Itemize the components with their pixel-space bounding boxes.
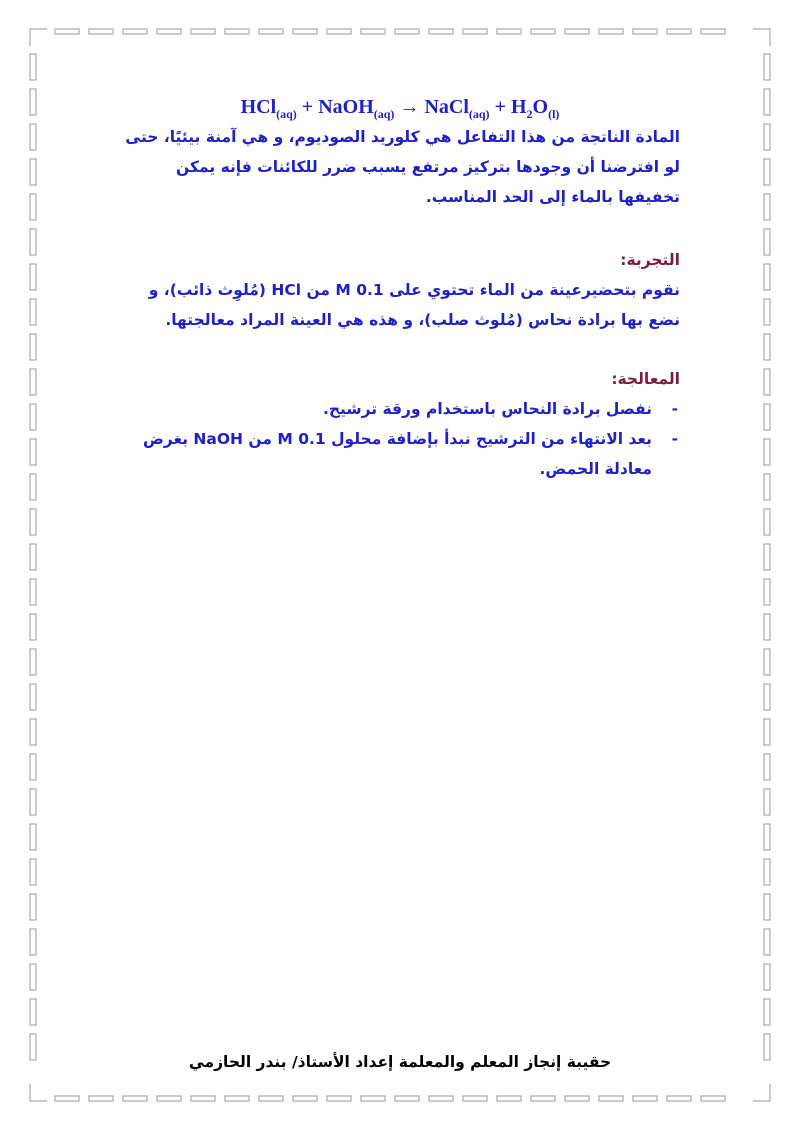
border-dash — [764, 509, 770, 535]
border-dash — [531, 1096, 555, 1101]
intro-section — [120, 122, 680, 212]
border-dash — [30, 439, 36, 465]
border-dash — [463, 29, 487, 34]
border-dash — [361, 1096, 385, 1101]
border-dash — [30, 334, 36, 360]
border-dash — [225, 1096, 249, 1101]
border-dash — [30, 229, 36, 255]
border-dash — [30, 369, 36, 395]
nacl-state: (aq) — [468, 107, 490, 121]
border-dash — [764, 124, 770, 150]
treatment-step — [120, 424, 680, 484]
border-dash — [429, 29, 453, 34]
border-dash — [764, 719, 770, 745]
border-dash — [89, 29, 113, 34]
border-dash — [55, 1096, 79, 1101]
border-dash — [764, 824, 770, 850]
border-dash — [30, 544, 36, 570]
border-dash — [764, 754, 770, 780]
border-dash — [764, 964, 770, 990]
border-dash — [191, 29, 215, 34]
border-dash — [89, 1096, 113, 1101]
intro-paragraph: المادة الناتجة من هذا التفاعل هي كلوريد الصوديوم، و هي آمنة بيئيًا، حتى لو افترضنا أن وجودها بتركيز مرتفع يسبب ضرر للكائنات فإنه يمكن تخفيفها بالماء إلى الحد المناسب. — [125, 128, 680, 206]
border-dash — [764, 684, 770, 710]
border-dash — [764, 229, 770, 255]
border-dash — [565, 1096, 589, 1101]
border-dash — [327, 1096, 351, 1101]
border-dash — [30, 159, 36, 185]
border-dash — [259, 1096, 283, 1101]
chemical-equation — [0, 96, 800, 122]
border-dash — [531, 29, 555, 34]
naoh-state: (aq) — [373, 107, 395, 121]
border-dash — [30, 649, 36, 675]
border-dash — [30, 194, 36, 220]
border-dash — [764, 369, 770, 395]
page-footer: حقيبة إنجاز المعلم والمعلمة إعداد الأستاذ/ بندر الحازمي — [188, 1053, 612, 1071]
experiment-section — [120, 245, 680, 335]
border-dash — [30, 264, 36, 290]
border-dash — [293, 29, 317, 34]
border-dash — [764, 649, 770, 675]
treatment-step — [120, 394, 680, 424]
treatment-section — [120, 364, 680, 484]
border-dash — [764, 999, 770, 1025]
border-dash — [30, 54, 36, 80]
border-dash — [701, 1096, 725, 1101]
step-text: بعد الانتهاء من الترشيح نبدأ بإضافة محلول 0.1 M من NaOH بغرض معادلة الحمض. — [142, 430, 652, 478]
hcl-state: (aq) — [276, 107, 297, 121]
border-dash — [30, 929, 36, 955]
border-dash — [30, 124, 36, 150]
border-dash — [30, 824, 36, 850]
border-dash — [361, 29, 385, 34]
border-dash — [633, 29, 657, 34]
bullet-dash: - — [671, 400, 678, 418]
border-dash — [157, 29, 181, 34]
water-state: (l) — [548, 107, 560, 121]
border-dash — [191, 1096, 215, 1101]
border-dash — [764, 474, 770, 500]
border-dash — [764, 264, 770, 290]
border-dash — [764, 194, 770, 220]
experiment-text: نقوم بتحضيرعينة من الماء تحتوي على 0.1 M من HCl (مُلوِث ذائب)، و نضع بها برادة نحاس (مُلوث صلب)، و هذه هي العينة المراد معالجتها. — [148, 281, 680, 329]
border-dash — [30, 474, 36, 500]
border-dash — [30, 964, 36, 990]
product-water-o: O — [532, 96, 549, 118]
border-dash — [55, 29, 79, 34]
border-dash — [764, 544, 770, 570]
border-dash — [30, 859, 36, 885]
border-dash — [764, 439, 770, 465]
border-dash — [764, 54, 770, 80]
border-dash — [565, 29, 589, 34]
border-dash — [395, 29, 419, 34]
border-dash — [30, 404, 36, 430]
border-dash — [395, 1096, 419, 1101]
reaction-arrow: → — [394, 96, 425, 118]
reactant-hcl: HCl — [240, 96, 277, 118]
plus-sign: + — [296, 96, 319, 118]
bullet-dash: - — [671, 430, 678, 448]
treatment-heading: المعالجة: — [611, 370, 680, 388]
border-dash — [293, 1096, 317, 1101]
border-dash — [30, 509, 36, 535]
border-dash — [764, 789, 770, 815]
border-dash — [157, 1096, 181, 1101]
border-dash — [30, 579, 36, 605]
border-dash — [429, 1096, 453, 1101]
border-dash — [123, 29, 147, 34]
border-dash — [30, 999, 36, 1025]
border-dash — [497, 1096, 521, 1101]
experiment-heading: التجربة: — [620, 251, 680, 269]
border-dash — [123, 1096, 147, 1101]
border-dash — [667, 1096, 691, 1101]
border-dash — [30, 789, 36, 815]
border-dash — [497, 29, 521, 34]
water-subscript: 2 — [526, 107, 533, 121]
border-dash — [599, 1096, 623, 1101]
border-dash — [701, 29, 725, 34]
border-dash — [764, 894, 770, 920]
product-water-h: H — [510, 96, 527, 118]
border-dash — [667, 29, 691, 34]
border-dash — [30, 754, 36, 780]
border-dash — [463, 1096, 487, 1101]
border-dash — [764, 334, 770, 360]
border-dash — [30, 614, 36, 640]
border-dash — [30, 684, 36, 710]
border-dash — [764, 579, 770, 605]
border-dash — [30, 299, 36, 325]
border-dash — [30, 719, 36, 745]
border-dash — [764, 929, 770, 955]
border-dash — [259, 29, 283, 34]
border-dash — [764, 159, 770, 185]
border-dash — [764, 859, 770, 885]
treatment-steps — [120, 394, 680, 484]
border-dash — [764, 299, 770, 325]
border-dash — [30, 894, 36, 920]
border-dash — [599, 29, 623, 34]
border-dash — [764, 614, 770, 640]
border-dash — [764, 404, 770, 430]
step-text: نفصل برادة النحاس باستخدام ورقة ترشيح. — [323, 400, 652, 418]
plus-sign: + — [489, 96, 511, 118]
border-dash — [633, 1096, 657, 1101]
border-dash — [327, 29, 351, 34]
border-dash — [225, 29, 249, 34]
product-nacl: NaCl — [424, 96, 469, 118]
reactant-naoh: NaOH — [318, 96, 374, 118]
